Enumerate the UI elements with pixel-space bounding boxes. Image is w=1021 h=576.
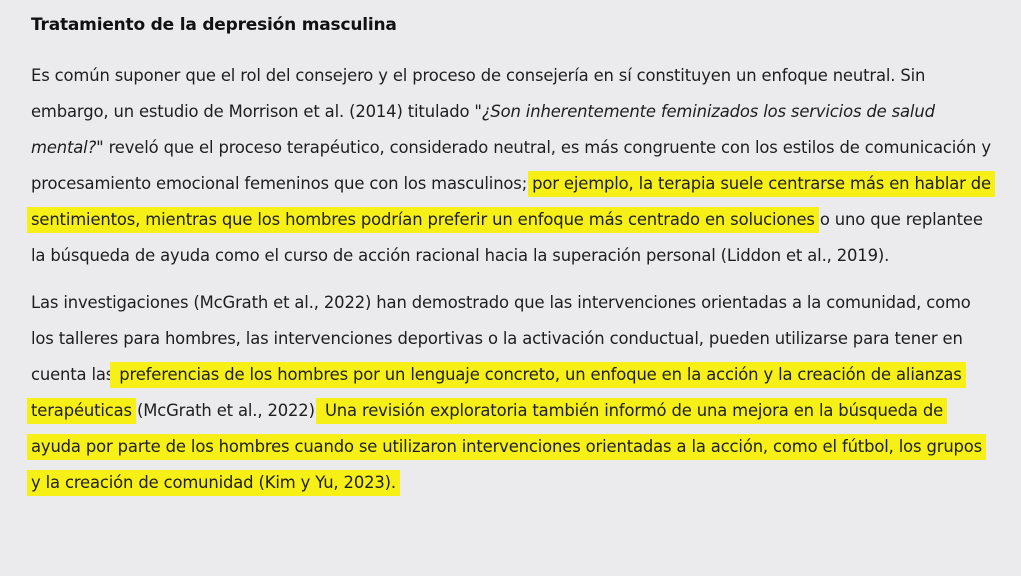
p1-text-intro: Es común suponer que el rol del consejero y el proceso de consejería en sí constituyen un enfoque neutral. Sin embargo, un estudio de Morrison et al. (2014) titulado " — [31, 66, 926, 121]
p2-text-intro: Las investigaciones (McGrath et al., 2022) han demostrado que las intervenciones orientadas a la comunidad, como los talleres para hombres, las intervenciones deportivas o la activación conductual, pueden utilizarse para tener en cuenta las — [31, 293, 971, 384]
p1-text-end: o uno que replantee la búsqueda de ayuda como el curso de acción racional hacia la superación personal (Liddon et al., 2019). — [31, 210, 983, 265]
p1-study-title: ¿Son inherentemente feminizados los servicios de salud mental? — [31, 102, 935, 157]
paragraph-1 — [31, 58, 996, 274]
p1-highlight: por ejemplo, la terapia suele centrarse más en hablar de sentimientos, mientras que los hombres podrían preferir un enfoque más centrado en soluciones — [31, 171, 991, 233]
paragraph-2 — [31, 285, 996, 501]
p1-text-middle: " reveló que el proceso terapéutico, considerado neutral, es más congruente con los estilos de comunicación y procesamiento emocional femeninos que con los masculinos; — [31, 138, 991, 193]
p2-highlight-2: Una revisión exploratoria también informó de una mejora en la búsqueda de ayuda por parte de los hombres cuando se utilizaron intervenciones orientadas a la acción, como el fútbol, los grupos y la creación de comunidad (Kim y Yu, 2023). — [31, 398, 982, 496]
p2-citation: (McGrath et al., 2022). — [131, 401, 320, 420]
section-title: Tratamiento de la depresión masculina — [31, 15, 397, 35]
p2-highlight-1: preferencias de los hombres por un lenguaje concreto, un enfoque en la acción y la creación de alianzas terapéuticas — [31, 362, 962, 424]
